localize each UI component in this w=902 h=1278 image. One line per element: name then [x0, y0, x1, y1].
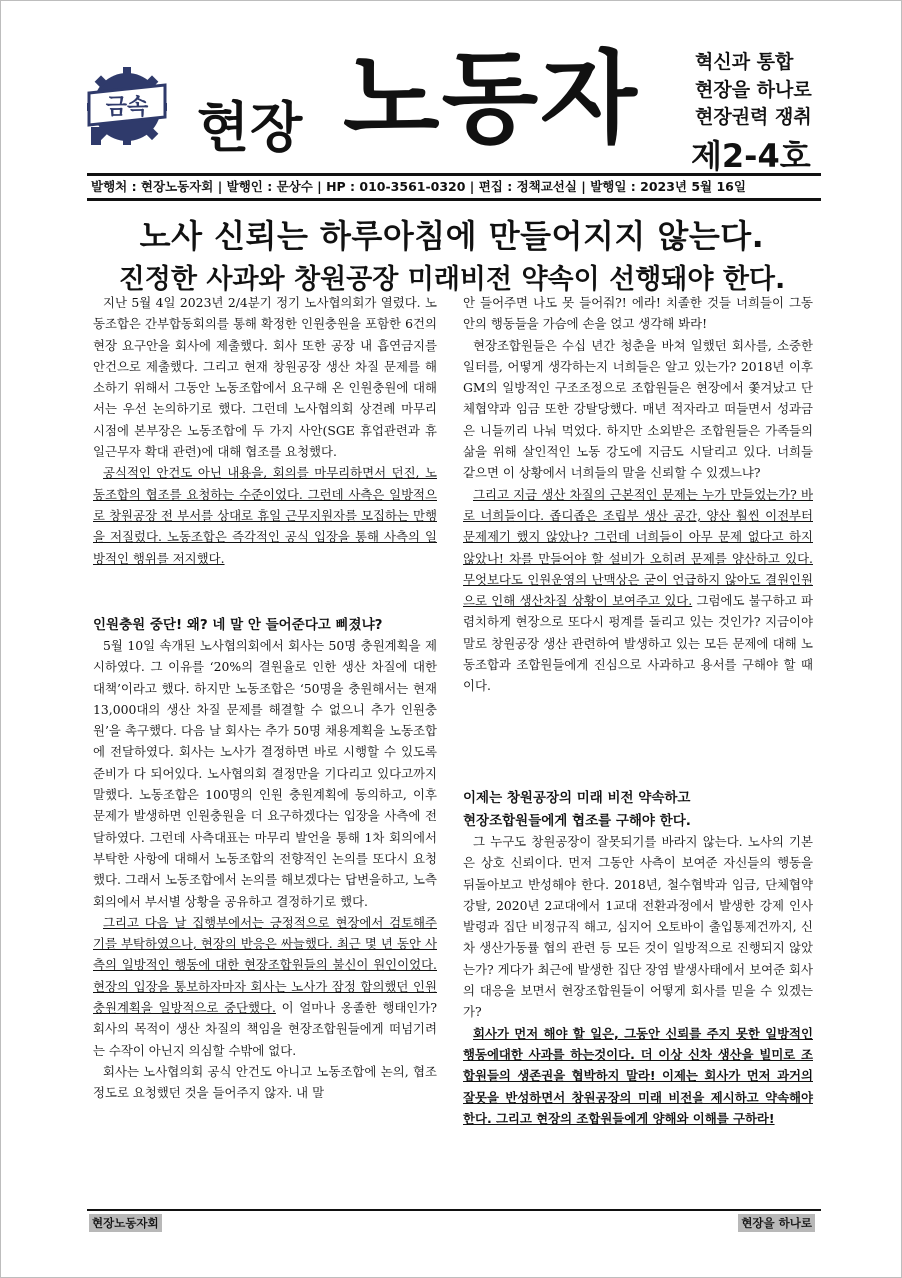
underlined-text: 그리고 지금 생산 차질의 근본적인 문제는 누가 만들었는가? 바로 너희들이다. 좁디좁은 조립부 생산 공간, 양산 훨씬 이전부터 문제제기 했지 않았나? 그런데 너희들이 아무 문제 없다고 하지 않았나! 차를 만들어야 할 설비가 오히려 문제를 양산하고 있다. 무엇보다도 인원운영의 난맥상은 굳이 언급하지 않아도 결원인원으로 인해 생산차질 상황이 보여주고 있다. [463, 486, 813, 609]
right-column-top [463, 292, 813, 697]
union-logo-icon [85, 63, 169, 147]
sub-headline: 진정한 사과와 창원공장 미래비전 약속이 선행돼야 한다. [118, 264, 786, 295]
paragraph: 그 누구도 창원공장이 잘못되기를 바라지 않는다. 노사의 기본은 상호 신뢰이다. 먼저 그동안 사측이 보여준 자신들의 행동을 뒤돌아보고 반성해야 한다. 2018년, 철수협박과 임금, 단체협약 강탈, 2020년 2교대에서 1교대 전환과정에서 발생한 강제 인사발령과 집단 비정규직 해고, 심지어 오토바이 출입통제건까지, 신차 생산가동률 협의 관련 등 모든 것이 일방적으로 진행되지 않았는가? 게다가 최근에 발생한 집단 장염 발생사태에서 보여준 회사의 대응을 보면서 현장조합원들이 어떻게 회사를 믿을 수 있겠는가? [463, 834, 813, 1020]
paragraph: 현장조합원들은 수십 년간 청춘을 바쳐 일했던 회사를, 소중한 일터를, 어떻게 생각하는지 너희들은 알고 있는가? 2018년 이후 GM의 일방적인 구조조정으로 조합원들은 현장에서 쫓겨났고 단체협약과 임금 또한 강탈당했다. 매년 적자라고 떠들면서 성과금은 니들끼리 나눠 먹었다. 하지만 소외받은 조합원들은 가족들의 삶을 위해 살인적인 노동 강도에 지금도 시달리고 있다. 너희들 같으면 이 상황에서 너희들의 말을 신뢰할 수 있겠느냐? [463, 337, 813, 481]
footer-divider [87, 1209, 821, 1211]
underlined-text: 그리고 다음 날 집행부에서는 긍정적으로 현장에서 검토해주기를 부탁하였으나, 현장의 반응은 싸늘했다. 최근 몇 년 동안 사측의 일방적인 행동에 대한 현장조합원들의 불신이 원인이었다. 현장의 입장을 통보하자마자 회사는 노사가 잠정 합의했던 인원 충원계획을 일방적으로 중단했다. [93, 914, 437, 1016]
paragraph [93, 912, 437, 1061]
paragraph-underlined: 공식적인 안건도 아닌 내용을, 회의를 마무리하면서 던진, 노동조합의 협조를 요청하는 수준이었다. 그런데 사측은 일방적으로 창원공장 전 부서를 상대로 휴일 근무지원자를 모집하는 만행을 저질렀다. 노동조합은 즉각적인 공식 입장을 통해 사측의 일방적인 행위를 저지했다. [93, 465, 437, 566]
paragraph-text: 이 얼마나 옹졸한 행태인가? 회사의 목적이 생산 차질의 책임을 현장조합원들에게 떠넘기려는 수작이 아닌지 의심할 수밖에 없다. [93, 1000, 437, 1058]
footer-left-tag: 현장노동자회 [89, 1214, 162, 1232]
main-headline: 노사 신뢰는 하루아침에 만들어지지 않는다. [139, 217, 765, 255]
logo-text: 금속 [105, 95, 149, 120]
section-heading-2a: 이제는 창원공장의 미래 비전 약속하고 [463, 790, 691, 806]
section-heading-1: 인원충원 중단! 왜? 네 말 안 들어준다고 삐졌냐? [93, 617, 383, 633]
paragraph: 안 들어주면 나도 못 들어줘?! 에라! 치졸한 것들 너희들이 그동안의 행동들을 가슴에 손을 얹고 생각해 봐라! [463, 295, 813, 332]
slogan-3: 현장권력 쟁취 [695, 106, 812, 128]
masthead-title: 노동자 [343, 40, 639, 157]
paragraph [463, 484, 813, 697]
paragraph: 5월 10일 속개된 노사협의회에서 회사는 50명 충원계획을 제시하였다. 그 이유를 ‘20%의 결원율로 인한 생산 차질에 대한 대책’이라고 했다. 하지만 노동조합은 ‘50명을 충원해서는 현재 13,000대의 생산 차질 문제를 해결할 수 없으니 추가 인원충원’을 촉구했다. 다음 날 회사는 추가 50명 채용계획을 노동조합에 전달하였다. 회사는 노사가 결정하면 바로 시행할 수 있도록 준비가 다 되어있다. 노사협의회 결정만을 기다리고 있다고까지 말했다. 노동조합은 100명의 인원 충원계획에 동의하고, 이후 문제가 발생하면 인원충원을 더 요구하겠다는 입장을 사측에 전달하였다. 그런데 사측대표는 마무리 발언을 통해 1차 회의에서 부탁한 사항에 대해서 노동조합의 전향적인 논의를 또다시 요청했다. 그래서 노동조합에서 논의를 해보겠다는 답변을하고, 노측회의에서 부서별 상황을 공유하고 결정하기로 했다. [93, 638, 437, 909]
paragraph: 지난 5월 4일 2023년 2/4분기 정기 노사협의회가 열렸다. 노동조합은 간부합동회의를 통해 확정한 인원충원을 포함한 6건의 현장 요구안을 회사에 제출했다. 회사 또한 공장 내 흡연금지를 안건으로 제출했다. 그리고 현재 창원공장 생산 차질 문제를 해소하기 위해서 그동안 노동조합에서 요구해 온 인원충원에 대해서는 우선 논의하기로 했다. 그런데 노사협의회 상견례 마무리 시점에 본부장은 노동조합에 두 가지 사안(SGE 휴업관련과 휴일근무자 확대 관련)에 대해 협조를 요청했다. [93, 295, 437, 460]
masthead-title-small: 현장 [197, 96, 304, 159]
slogan-1: 혁신과 통합 [695, 51, 794, 73]
issue-number: 제2-4호 [691, 137, 811, 175]
footer-right-tag: 현장을 하나로 [738, 1214, 815, 1232]
paragraph-bold-underlined: 회사가 먼저 해야 할 일은, 그동안 신뢰를 주지 못한 일방적인 행동에대한 사과를 하는것이다. 더 이상 신차 생산을 빌미로 조합원들의 생존권을 협박하지 말라! 이제는 회사가 먼저 과거의 잘못을 반성하면서 창원공장의 미래 비전을 제시하고 약속해야 한다. 그리고 현장의 조합원들에게 양해와 이해를 구하라! [463, 1025, 813, 1126]
paragraph-text: 그럼에도 불구하고 파렴치하게 현장으로 또다시 펑계를 돌리고 있는 것인가? 지금이야말로 창원공장 생산 관련하여 발생하고 있는 모든 문제에 대해 노동조합과 조합원들에게 진심으로 사과하고 용서를 구해야 할 때이다. [463, 593, 813, 694]
publication-info: 발행처 : 현장노동자회 | 발행인 : 문상수 | HP : 010-3561-0320 | 편집 : 정책교선실 | 발행일 : 2023년 5월 16일 [87, 173, 821, 201]
left-column-bottom [93, 635, 437, 1104]
paragraph: 회사는 노사협의회 공식 안건도 아니고 노동조합에 논의, 협조 정도로 요청했던 것을 들어주지 않자. 내 말 [93, 1063, 437, 1101]
section-heading-2b: 현장조합원들에게 협조를 구해야 한다. [463, 813, 691, 829]
slogan-2: 현장을 하나로 [695, 79, 812, 101]
right-column-bottom [463, 831, 813, 1129]
left-column-top [93, 292, 437, 569]
